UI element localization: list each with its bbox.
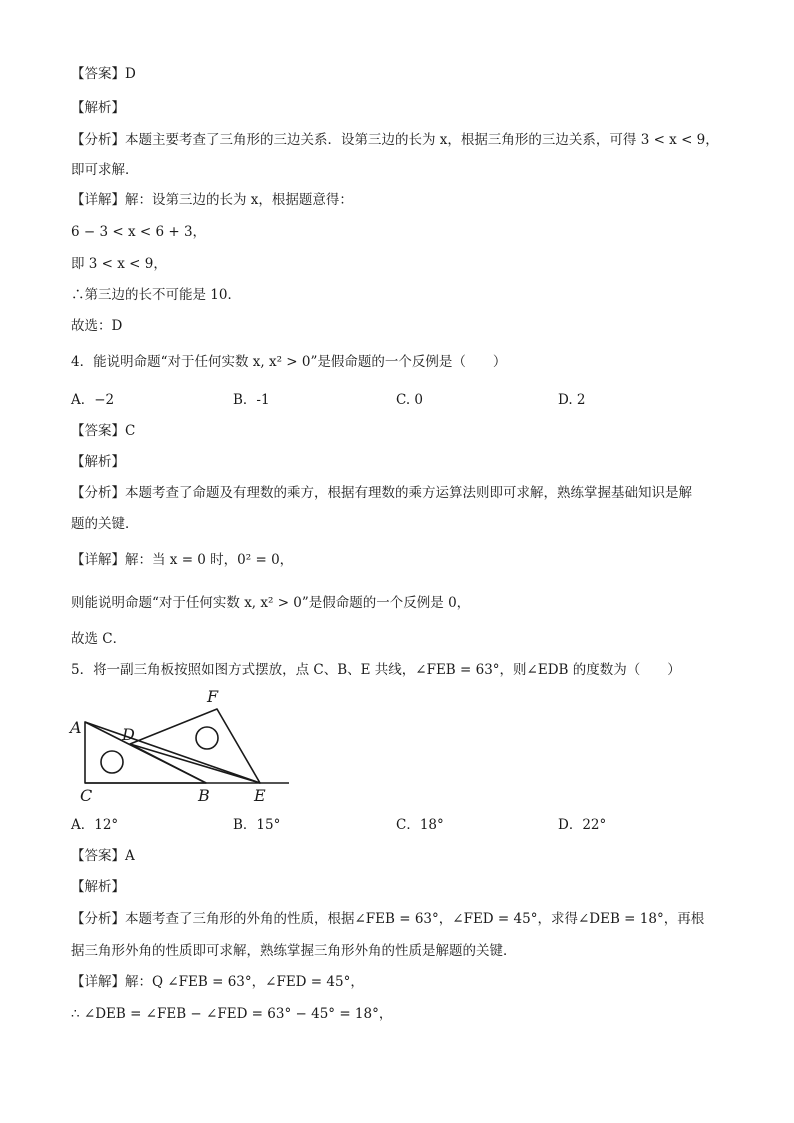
figure-triangle-dfe xyxy=(130,709,260,783)
q3-step-3: ∴第三边的长不可能是 10． xyxy=(71,287,241,303)
q5-step-1: ∴ ∠DEB = ∠FEB − ∠FED = 63° − 45° = 18°， xyxy=(71,1006,393,1022)
q3-step-2: 即 3 < x < 9， xyxy=(71,256,167,272)
figure-label-f: F xyxy=(207,687,219,706)
figure-label-b: B xyxy=(198,786,210,805)
figure-label-a: A xyxy=(70,718,82,737)
q3-detail-intro: 【详解】解：设第三边的长为 x，根据题意得： xyxy=(71,192,353,208)
q5-answer: 【答案】A xyxy=(71,848,135,864)
q5-option-b: B．15° xyxy=(233,817,281,833)
q5-question: 5．将一副三角板按照如图方式摆放，点 C、B、E 共线，∠FEB = 63°，则∠EDB 的度数为（ ） xyxy=(71,662,681,678)
q4-option-a: A．−2 xyxy=(71,392,115,408)
q4-option-b: B．-1 xyxy=(233,392,270,408)
q5-option-d: D．22° xyxy=(558,817,607,833)
q4-conclusion: 则能说明命题“对于任何实数 x, x² > 0”是假命题的一个反例是 0， xyxy=(71,595,471,611)
q5-option-c: C．18° xyxy=(396,817,444,833)
q3-analysis-line-1: 【分析】本题主要考查了三角形的三边关系．设第三边的长为 x，根据三角形的三边关系，可得 3 < x < 9， xyxy=(71,132,719,148)
q4-analysis-heading: 【解析】 xyxy=(71,454,125,470)
figure-label-d: D xyxy=(122,725,135,744)
figure-hole-right xyxy=(196,727,218,749)
q4-question: 4．能说明命题“对于任何实数 x, x² > 0”是假命题的一个反例是（ ） xyxy=(71,354,507,370)
figure-label-e: E xyxy=(254,786,266,805)
figure-label-c: C xyxy=(80,786,93,805)
q3-choice: 故选：D xyxy=(71,318,123,334)
q5-analysis-line-2: 据三角形外角的性质即可求解，熟练掌握三角形外角的性质是解题的关键． xyxy=(71,943,517,959)
q4-analysis-line-2: 题的关键． xyxy=(71,516,139,532)
q4-analysis-line-1: 【分析】本题考查了命题及有理数的乘方，根据有理数的乘方运算法则即可求解，熟练掌握基础知识是解 xyxy=(71,485,692,501)
q5-figure xyxy=(60,682,300,807)
q4-detail: 【详解】解：当 x = 0 时，0² = 0， xyxy=(71,552,294,568)
q5-detail: 【详解】解：Q ∠FEB = 63°，∠FED = 45°， xyxy=(71,974,364,990)
q4-option-d: D. 2 xyxy=(558,392,586,408)
q4-answer: 【答案】C xyxy=(71,423,136,439)
q3-step-1: 6 − 3 < x < 6 + 3， xyxy=(71,224,207,240)
q3-analysis-line-2: 即可求解． xyxy=(71,162,139,178)
q3-analysis-heading: 【解析】 xyxy=(71,100,125,116)
q5-analysis-heading: 【解析】 xyxy=(71,879,125,895)
q5-option-a: A．12° xyxy=(71,817,119,833)
figure-line-ae xyxy=(85,722,260,783)
q4-choice: 故选 C． xyxy=(71,631,127,647)
q4-option-c: C. 0 xyxy=(396,392,424,408)
figure-hole-left xyxy=(101,751,123,773)
q5-analysis-line-1: 【分析】本题考查了三角形的外角的性质，根据∠FEB = 63°，∠FED = 45°，求得∠DEB = 18°，再根 xyxy=(71,911,705,927)
q3-answer: 【答案】D xyxy=(71,66,136,82)
